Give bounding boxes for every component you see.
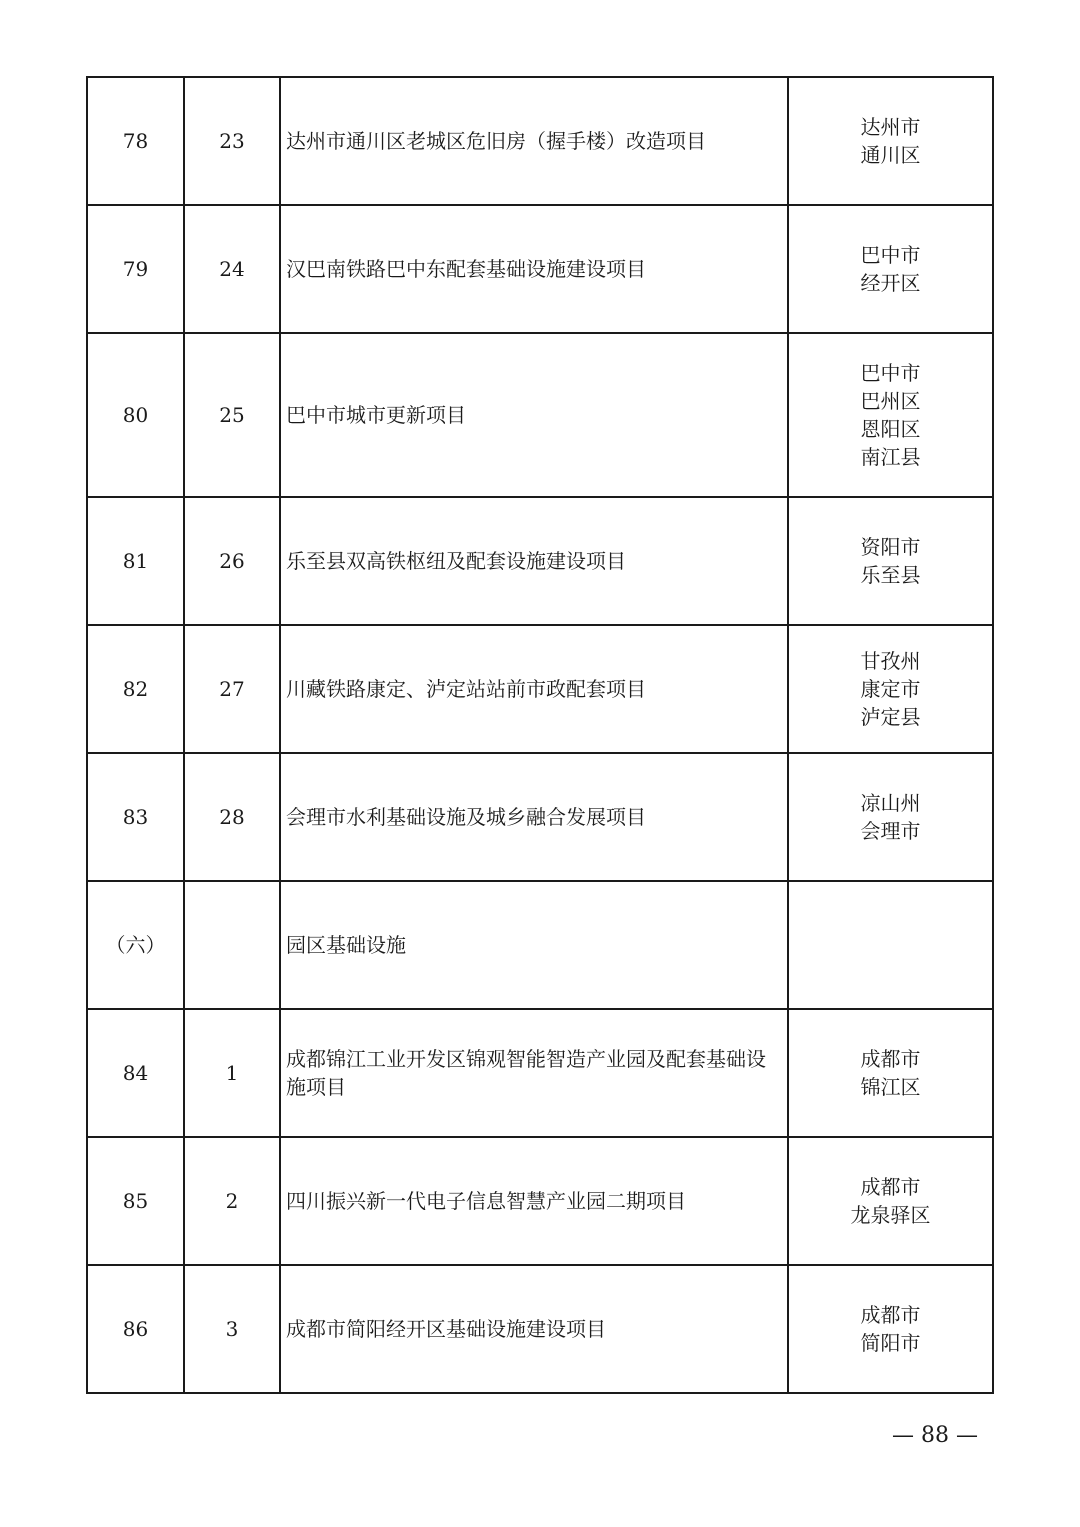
region-line: 成都市 [860,1303,921,1327]
table-row [87,497,993,625]
region-line: 达州市 [860,115,921,139]
region-cell [788,77,993,205]
project-table [86,76,994,1394]
seq-cell: 83 [87,753,184,881]
project-name-cell: 成都锦江工业开发区锦观智能智造产业园及配套基础设施项目 [280,1009,788,1137]
region-cell [788,753,993,881]
seq-cell: 79 [87,205,184,333]
region-line: 成都市 [860,1047,921,1071]
table-row [87,1137,993,1265]
seq-cell: 80 [87,333,184,497]
project-name-cell: 乐至县双高铁枢纽及配套设施建设项目 [280,497,788,625]
region-cell [788,205,993,333]
region-line: 南江县 [860,445,921,469]
project-name-cell: 成都市简阳经开区基础设施建设项目 [280,1265,788,1393]
number-cell: 3 [184,1265,280,1393]
region-cell [788,497,993,625]
project-name-cell: 川藏铁路康定、泸定站站前市政配套项目 [280,625,788,753]
region-cell [788,881,993,1009]
region-line: 锦江区 [860,1075,921,1099]
region-line: 资阳市 [860,535,921,559]
section-seq-cell: （六） [87,881,184,1009]
table-row [87,1265,993,1393]
seq-cell: 86 [87,1265,184,1393]
table-row [87,753,993,881]
region-line: 巴中市 [860,361,921,385]
number-cell [184,881,280,1009]
region-line: 简阳市 [860,1331,921,1355]
project-name-cell: 汉巴南铁路巴中东配套基础设施建设项目 [280,205,788,333]
region-line: 成都市 [860,1175,921,1199]
seq-cell: 82 [87,625,184,753]
number-cell: 28 [184,753,280,881]
table-row [87,1009,993,1137]
project-name-cell: 会理市水利基础设施及城乡融合发展项目 [280,753,788,881]
project-name-cell: 巴中市城市更新项目 [280,333,788,497]
number-cell: 24 [184,205,280,333]
table-row [87,333,993,497]
number-cell: 2 [184,1137,280,1265]
region-line: 凉山州 [860,791,921,815]
region-line: 泸定县 [860,705,921,729]
region-line: 恩阳区 [860,417,921,441]
section-header-row [87,881,993,1009]
seq-cell: 81 [87,497,184,625]
table-row [87,77,993,205]
region-line: 甘孜州 [860,649,921,673]
region-line: 通川区 [860,143,921,167]
number-cell: 27 [184,625,280,753]
region-cell [788,1137,993,1265]
region-line: 巴中市 [860,243,921,267]
region-cell [788,1265,993,1393]
region-line: 康定市 [860,677,921,701]
seq-cell: 85 [87,1137,184,1265]
region-line: 会理市 [860,819,921,843]
seq-cell: 78 [87,77,184,205]
number-cell: 25 [184,333,280,497]
table-row [87,205,993,333]
region-line: 龙泉驿区 [850,1203,931,1227]
section-title-cell: 园区基础设施 [280,881,788,1009]
region-line: 经开区 [860,271,921,295]
number-cell: 26 [184,497,280,625]
seq-cell: 84 [87,1009,184,1137]
number-cell: 23 [184,77,280,205]
page-number: — 88 — [892,1423,978,1448]
project-name-cell: 四川振兴新一代电子信息智慧产业园二期项目 [280,1137,788,1265]
region-line: 巴州区 [860,389,921,413]
number-cell: 1 [184,1009,280,1137]
region-cell [788,1009,993,1137]
project-name-cell: 达州市通川区老城区危旧房（握手楼）改造项目 [280,77,788,205]
table-row [87,625,993,753]
region-line: 乐至县 [860,563,921,587]
region-cell [788,625,993,753]
region-cell [788,333,993,497]
